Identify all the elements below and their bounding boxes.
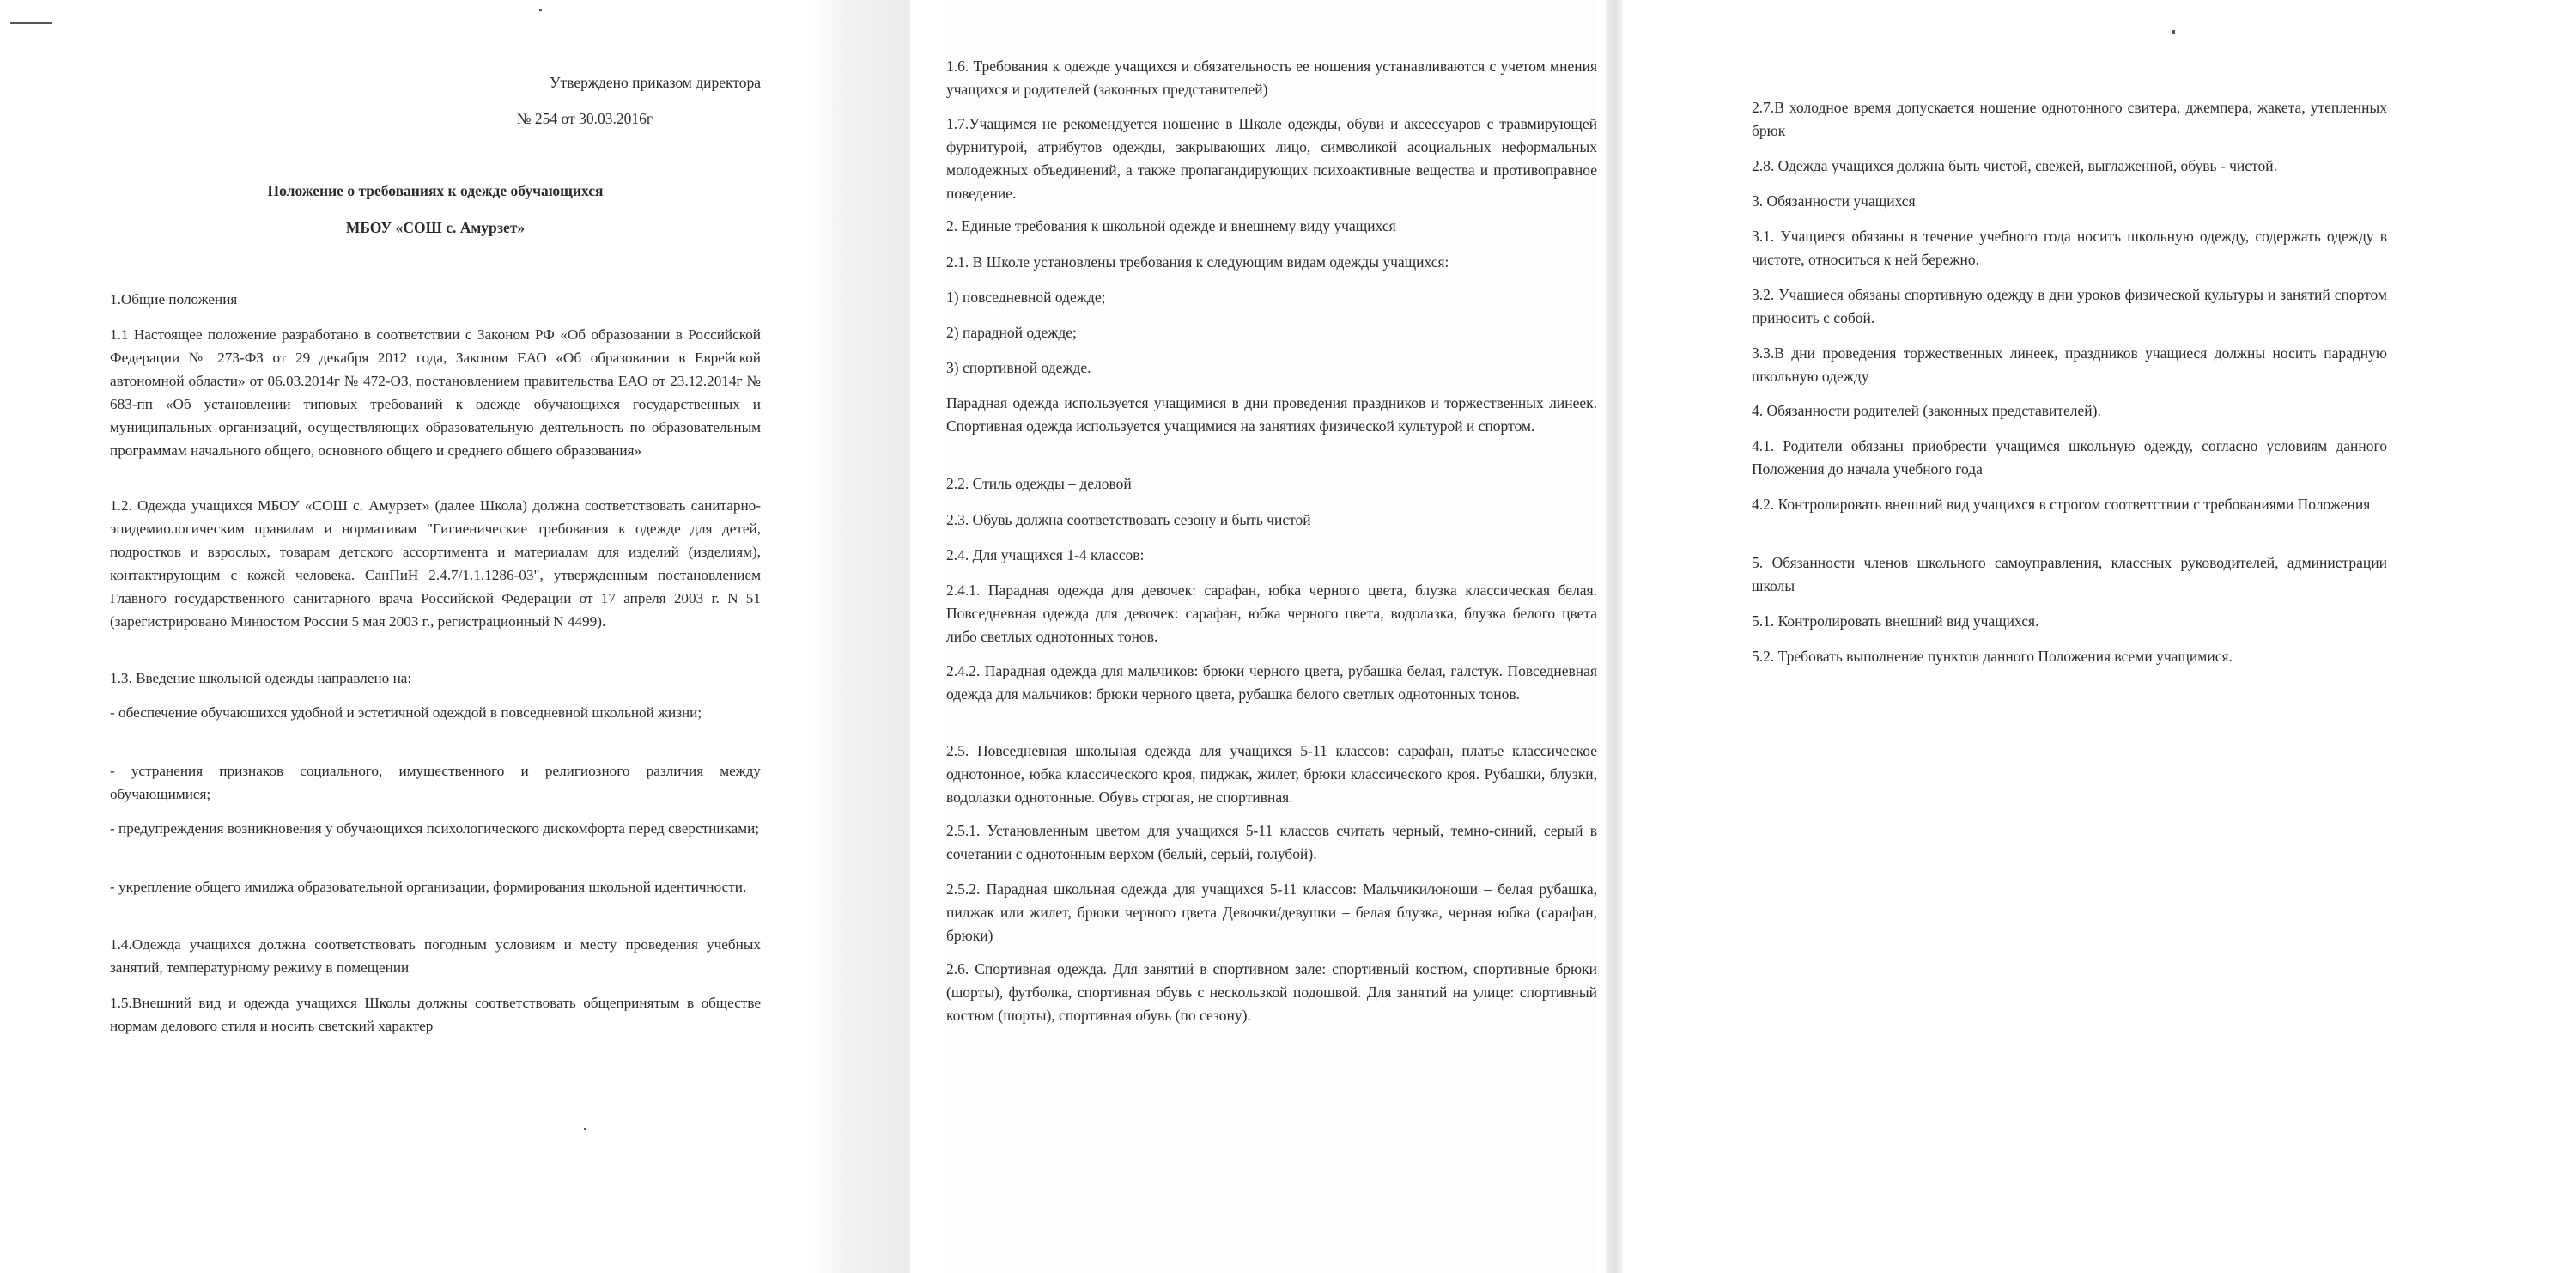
paragraph: 4.2. Контролировать внешний вид учащихся в строгом соответствии с требованиями Положения — [1752, 496, 2371, 513]
list-item: 3) спортивной одежде. — [946, 359, 1091, 376]
section-heading: 5. Обязанности членов школьного самоуправления, классных руководителей, администрации школы — [1752, 554, 2387, 594]
paragraph: 2.6. Спортивная одежда. Для занятий в спортивном зале: спортивный костюм, спортивные брюки (шорты), футболка, спортивная обувь с нескользкой подошвой. Для занятий на улице: спортивный костюм (шорты), спортивная обувь (по сезону). — [946, 960, 1597, 1024]
paragraph: 2.8. Одежда учащихся должна быть чистой, свежей, выглаженной, обувь - чистой. — [1752, 157, 2277, 174]
paragraph: 1.6. Требования к одежде учащихся и обязательность ее ношения устанавливаются с учетом мнения учащихся и родителей (законных представителей) — [946, 58, 1597, 98]
paragraph: 2.5. Повседневная школьная одежда для учащихся 5-11 классов: сарафан, платье классическое однотонное, юбка классического кроя, пиджак, жилет, брюки классического кроя. Рубашки, блузки, водолазки однотонные. Обувь строгая, не спортивная. — [946, 742, 1597, 806]
paragraph: 1.2. Одежда учащихся МБОУ «СОШ с. Амурзет» (далее Школа) должна соответствовать санитарно-эпидемиологическим правилам и нормативам "Гигиенические требования к одежде для детей, подростков и взрослых, товарам детского ассортимента и материалам для изделий (изделиям), контактирующим с кожей человека. СанПиН 2.4.7/1.1.1286-03", утвержденным постановлением Главного государственного санитарного врача Российской Федерации от 17 апреля 2003 г. N 51 (зарегистрировано Минюстом России 5 мая 2003 г., регистрационный N 4499). — [110, 497, 761, 630]
paragraph: 2.2. Стиль одежды – деловой — [946, 475, 1132, 492]
school-name: МБОУ «СОШ с. Амурзет» — [345, 219, 526, 236]
scan-fold-shadow — [1606, 0, 1623, 1273]
paragraph: 1.4.Одежда учащихся должна соответствовать погодным условиям и месту проведения учебных занятий, температурному режиму в помещении — [110, 936, 761, 976]
list-item: 2) парадной одежде; — [946, 324, 1077, 341]
paragraph: 2.4. Для учащихся 1-4 классов: — [946, 546, 1145, 563]
paragraph: 1.3. Введение школьной одежды направлено на: — [110, 670, 412, 686]
paragraph: 2.3. Обувь должна соответствовать сезону и быть чистой — [946, 511, 1311, 528]
paragraph: Парадная одежда используется учащимися в дни проведения праздников и торжественных линеек. Спортивная одежда используется учащимися на занятиях физической культурой и спортом. — [946, 394, 1597, 435]
list-item: 1) повседневной одежде; — [946, 289, 1106, 306]
paragraph: 5.1. Контролировать внешний вид учащихся. — [1752, 612, 2039, 630]
order-number: № 254 от 30.03.2016г — [516, 110, 653, 127]
paragraph: 2.4.1. Парадная одежда для девочек: сарафан, юбка черного цвета, блузка классическая белая. Повседневная одежда для девочек: сарафан, юбка черного цвета, водолазка, блузка белого цвета либо светлых однотонных тонов. — [946, 582, 1597, 645]
paragraph: 2.5.1. Установленным цветом для учащихся 5-11 классов считать черный, темно-синий, серый в сочетании с однотонным верхом (белый, серый, голубой). — [946, 822, 1597, 862]
document-page-2 — [946, 0, 1597, 1273]
paragraph: 5.2. Требовать выполнение пунктов данного Положения всеми учащимися. — [1752, 648, 2233, 665]
list-item: - укрепление общего имиджа образовательной организации, формирования школьной идентичности. — [110, 879, 747, 895]
section-heading: 2. Единые требования к школьной одежде и внешнему виду учащихся — [946, 217, 1396, 234]
paragraph: 3.1. Учащиеся обязаны в течение учебного года носить школьную одежду, содержать одежду в чистоте, относиться к ней бережно. — [1752, 228, 2387, 268]
scan-mark — [2172, 30, 2175, 34]
scan-fold-shadow — [807, 0, 910, 1273]
paragraph: 3.2. Учащиеся обязаны спортивную одежду в дни уроков физической культуры и занятий спортом приносить с собой. — [1752, 286, 2387, 326]
paragraph: 1.1 Настоящее положение разработано в соответствии с Законом РФ «Об образовании в Российской Федерации № 273-ФЗ от 29 декабря 2012 года, Законом ЕАО «Об образовании в Еврейской автономной области» от 06.03.2014г № 472-ОЗ, постановлением правительства ЕАО от 23.12.2014г № 683-пп «Об установлении типовых требований к одежде обучающихся государственных и муниципальных организаций, осуществляющих образовательную деятельность по образовательным программам начального общего, основного общего и среднего общего образования» — [110, 326, 761, 459]
approval-line: Утверждено приказом директора — [550, 74, 761, 91]
paragraph: 2.1. В Школе установлены требования к следующим видам одежды учащихся: — [946, 253, 1449, 271]
paragraph: 2.7.В холодное время допускается ношение однотонного свитера, джемпера, жакета, утепленных брюк — [1752, 99, 2387, 139]
list-item: - предупреждения возникновения у обучающихся психологического дискомфорта перед сверстниками; — [110, 820, 760, 837]
paragraph: 1.5.Внешний вид и одежда учащихся Школы должны соответствовать общепринятым в обществе нормам делового стиля и носить светский характер — [110, 995, 761, 1034]
paragraph: 2.4.2. Парадная одежда для мальчиков: брюки черного цвета, рубашка белая, галстук. Повседневная одежда для мальчиков: брюки черного цвета, рубашка белого светлых однотонных тонов. — [946, 662, 1597, 703]
paragraph: 4.1. Родители обязаны приобрести учащимся школьную одежду, согласно условиям данного Положения до начала учебного года — [1752, 437, 2387, 478]
paragraph: 3.3.В дни проведения торжественных линеек, праздников учащиеся должны носить парадную школьную одежду — [1752, 344, 2387, 385]
section-heading: 1.Общие положения — [110, 291, 238, 308]
paragraph: 1.7.Учащимся не рекомендуется ношение в Школе одежды, обуви и аксессуаров с травмирующей фурнитурой, атрибутов одежды, закрывающих лицо, символикой асоциальных неформальных молодежных объединений, а также пропагандирующих психоактивные вещества и противоправное поведение. — [946, 115, 1597, 202]
scan-mark — [584, 1128, 586, 1130]
list-item: - устранения признаков социального, имущественного и религиозного различия между обучающимися; — [110, 763, 761, 802]
document-title: Положение о требованиях к одежде обучающихся — [267, 182, 604, 199]
scan-mark — [10, 22, 52, 24]
section-heading: 4. Обязанности родителей (законных представителей). — [1752, 402, 2101, 419]
list-item: - обеспечение обучающихся удобной и эстетичной одеждой в повседневной школьной жизни; — [110, 704, 702, 721]
paragraph: 2.5.2. Парадная школьная одежда для учащихся 5-11 классов: Мальчики/юноши – белая рубашка, пиджак или жилет, брюки черного цвета Девочки/девушки – белая блузка, черная юбка (сарафан, брюки) — [946, 880, 1597, 944]
scan-mark — [539, 9, 542, 11]
section-heading: 3. Обязанности учащихся — [1752, 192, 1916, 210]
